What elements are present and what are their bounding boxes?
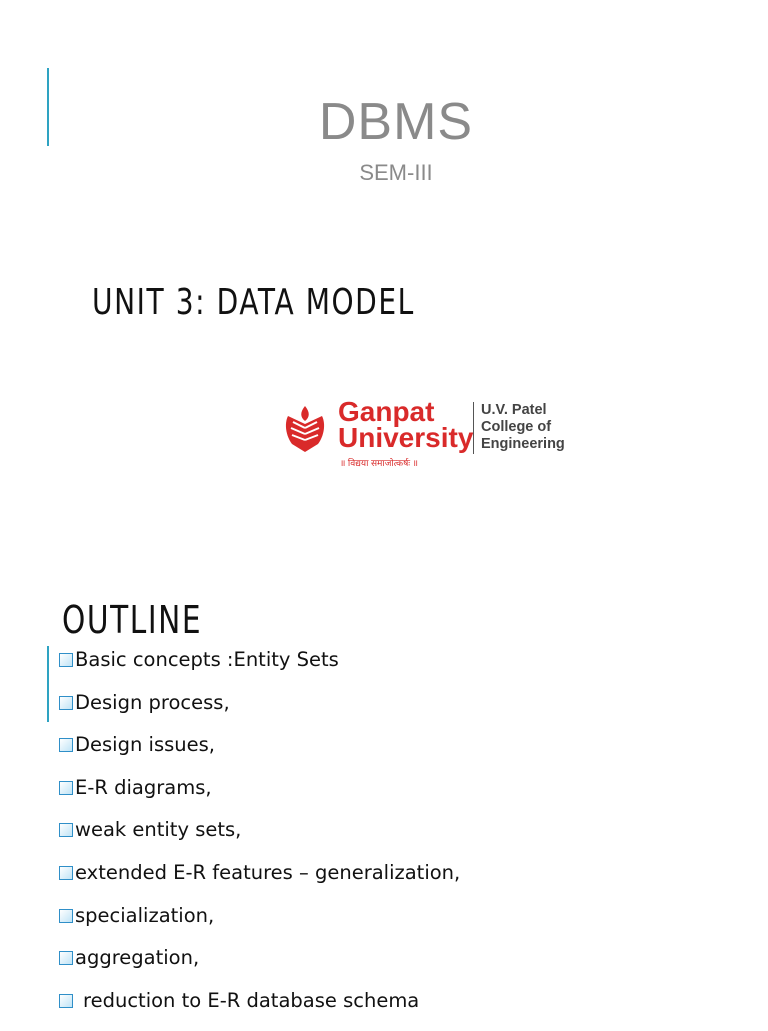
checkbox-bullet-icon	[59, 696, 73, 710]
checkbox-bullet-icon	[59, 951, 73, 965]
outline-item-text: specialization,	[75, 903, 215, 927]
logo-name-line2: University	[338, 422, 474, 453]
college-line2: College of	[481, 419, 552, 435]
logo-name-line1: Ganpat	[338, 396, 435, 427]
outline-item	[59, 989, 460, 1031]
logo-divider	[473, 402, 474, 454]
unit-title: UNIT 3: DATA MODEL	[92, 282, 415, 323]
outline-item-text: weak entity sets,	[75, 818, 242, 842]
outline-item-text: extended E-R features – generalization,	[75, 860, 461, 884]
flame-book-icon	[278, 402, 332, 456]
slide-subtitle: SEM-III	[359, 160, 433, 185]
outline-item-text: Design issues,	[75, 733, 215, 757]
outline-item	[59, 904, 460, 947]
outline-item	[59, 648, 460, 691]
outline-item	[59, 818, 460, 861]
outline-item-text: Design process,	[75, 690, 230, 714]
checkbox-bullet-icon	[59, 909, 73, 923]
outline-item	[59, 691, 460, 734]
checkbox-bullet-icon	[59, 781, 73, 795]
outline-item-text: E-R diagrams,	[75, 775, 212, 799]
outline-title: OUTLINE	[62, 598, 203, 642]
outline-list	[59, 648, 460, 1031]
outline-item-text: aggregation,	[75, 946, 200, 970]
outline-item-text: Basic concepts :Entity Sets	[75, 648, 339, 671]
outline-item	[59, 776, 460, 819]
college-line1: U.V. Patel	[481, 402, 547, 418]
outline-item	[59, 946, 460, 989]
outline-item	[59, 733, 460, 776]
logo-college	[481, 402, 565, 453]
checkbox-bullet-icon	[59, 653, 73, 667]
checkbox-bullet-icon	[59, 866, 73, 880]
logo-tagline: ॥ विद्यया समाजोत्कर्षः ॥	[340, 458, 419, 468]
slide-title: DBMS	[318, 93, 474, 151]
college-line3: Engineering	[481, 436, 565, 452]
accent-line	[47, 646, 49, 722]
university-logo	[278, 398, 588, 472]
checkbox-bullet-icon	[59, 823, 73, 837]
checkbox-bullet-icon	[59, 994, 73, 1008]
checkbox-bullet-icon	[59, 738, 73, 752]
outline-item	[59, 861, 460, 904]
outline-item-text: reduction to E-R database schema	[83, 988, 420, 1012]
